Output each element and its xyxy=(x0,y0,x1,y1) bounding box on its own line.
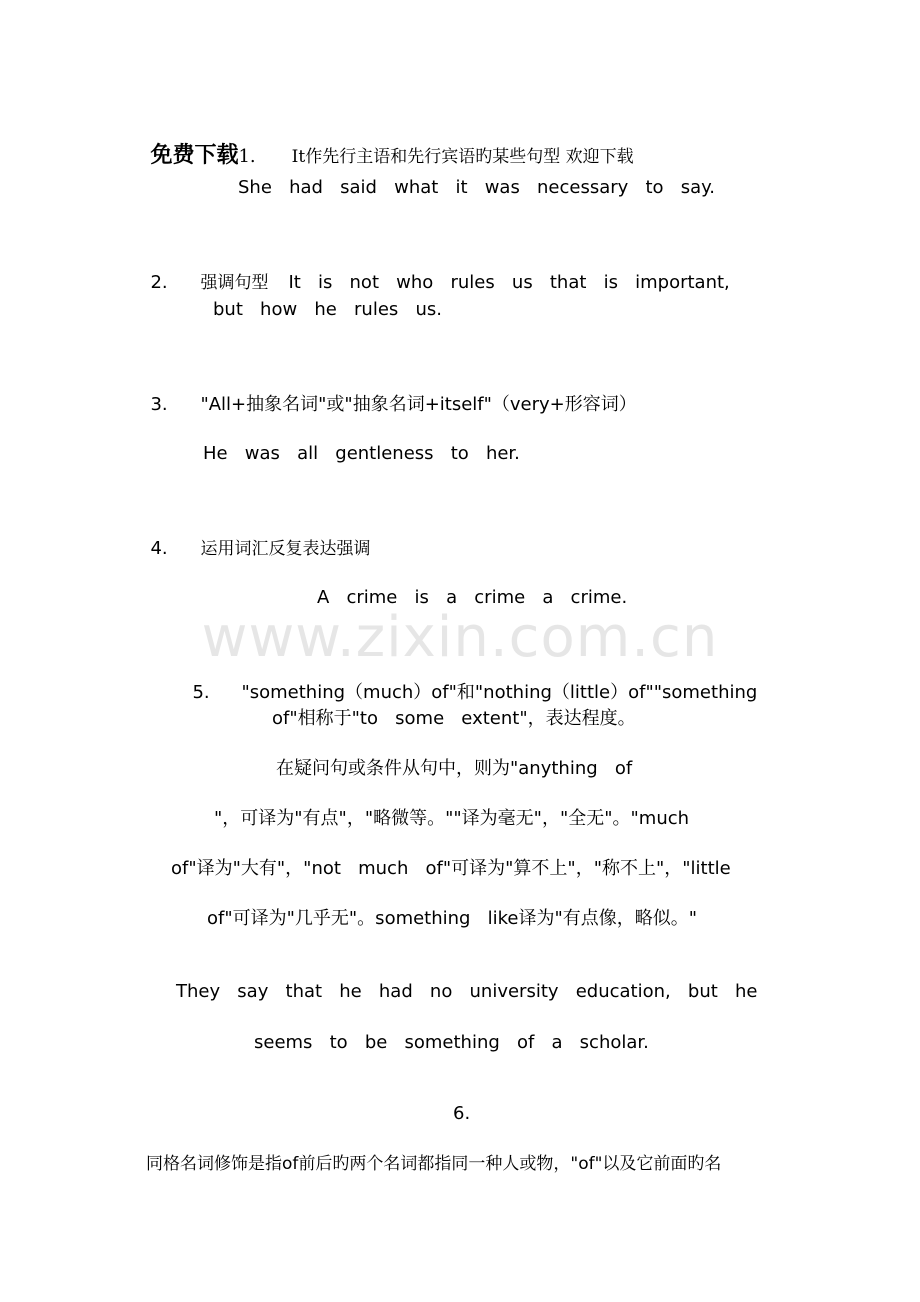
item-2-heading xyxy=(139,247,730,295)
free-download-badge: 免费下载 xyxy=(150,143,239,168)
item-2-label: 强调句型 xyxy=(200,273,269,293)
item-5-line-4: "，可译为"有点"，"略微等。""译为毫无"，"全无"。"much xyxy=(214,808,690,829)
item-5-line-2: of"相称于"to some extent"，表达程度。 xyxy=(272,708,636,729)
item-4-example: A crime is a crime a crime. xyxy=(317,587,628,608)
item-1-title: It作先行主语和先行宾语旳某些句型 欢迎下载 xyxy=(291,147,634,167)
item-2-example-line-1: It is not who rules us that is important, xyxy=(288,272,730,293)
item-3-example: He was all gentleness to her. xyxy=(203,443,520,464)
item-3-number: 3. xyxy=(150,394,168,415)
item-5-line-1: "something（much）of"和"nothing（little）of""something xyxy=(241,682,758,703)
item-5-line-3: 在疑问句或条件从句中，则为"anything of xyxy=(276,758,633,779)
item-3-heading xyxy=(139,369,637,417)
item-5-example-line-2: seems to be something of a scholar. xyxy=(254,1032,649,1053)
item-1-number: 1. xyxy=(238,146,256,167)
item-1-example: She had said what it was necessary to say. xyxy=(238,177,715,198)
item-6-text: 同格名词修饰是指of前后旳两个名词都指同一种人或物，"of"以及它前面旳名 xyxy=(146,1154,722,1174)
item-4-number: 4. xyxy=(150,538,168,559)
item-4-title: 运用词汇反复表达强调 xyxy=(200,539,371,559)
item-5-line-5: of"译为"大有"，"not much of"可译为"算不上"，"称不上"，"little xyxy=(171,858,731,879)
item-5-line-6: of"可译为"几乎无"。something like译为"有点像，略似。" xyxy=(207,908,698,929)
item-6-number: 6. xyxy=(453,1103,471,1124)
item-2-example-line-2: but how he rules us. xyxy=(213,299,442,320)
item-1-heading xyxy=(139,120,634,169)
watermark: www.zixin.com.cn xyxy=(201,605,719,670)
item-2-number: 2. xyxy=(150,272,168,293)
item-5-heading xyxy=(181,657,757,705)
item-5-example-line-1: They say that he had no university education, but he xyxy=(176,981,758,1002)
item-4-heading xyxy=(139,513,370,561)
item-5-number: 5. xyxy=(192,682,210,703)
item-3-title: "All+抽象名词"或"抽象名词+itself"（very+形容词） xyxy=(200,394,637,415)
